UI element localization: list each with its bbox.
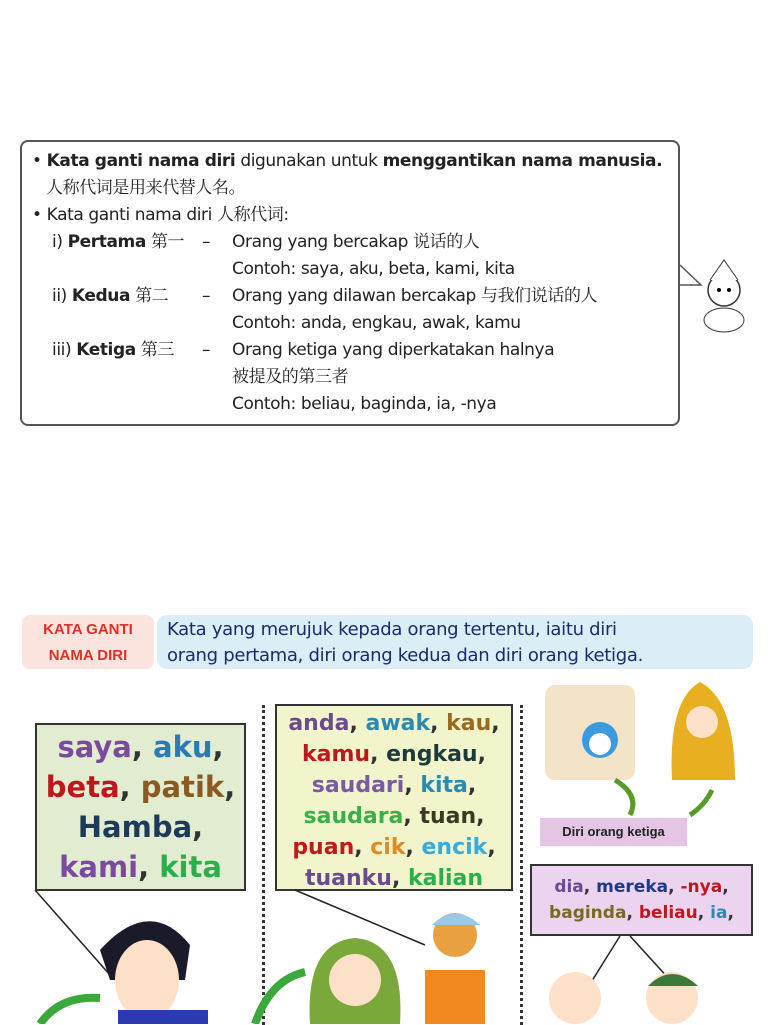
pronoun-word: encik: [421, 835, 488, 860]
desc: Orang ketiga yang diperkatakan halnya: [232, 340, 555, 360]
separator: ,: [487, 835, 496, 860]
section-label: [22, 615, 154, 669]
separator: ,: [722, 877, 729, 897]
pronoun-word: kami: [59, 850, 139, 884]
label-line: KATA GANTI: [43, 621, 133, 638]
separator: ,: [491, 711, 500, 736]
pronoun-word: kamu: [302, 742, 371, 767]
pronoun-word: -nya: [680, 877, 723, 897]
zh: 第一: [150, 232, 185, 252]
dash: –: [202, 232, 211, 252]
item-label: [32, 337, 202, 364]
separator: ,: [119, 770, 141, 804]
definition-line: orang pertama, diri orang kedua dan diri orang ketiga.: [167, 645, 644, 666]
example: Contoh: anda, engkau, awak, kamu: [232, 313, 521, 333]
pronoun-word: kita: [159, 850, 222, 884]
arrow-icon: [40, 998, 100, 1024]
separator: ,: [727, 903, 734, 923]
arrow-icon: [255, 972, 305, 1024]
pronoun-word: beliau: [638, 903, 698, 923]
separator: ,: [212, 730, 224, 764]
pronoun-word: Hamba: [77, 810, 193, 844]
name: Kedua: [71, 286, 131, 306]
separator: ,: [477, 742, 486, 767]
info-box: [20, 140, 680, 426]
pointer-line: [35, 890, 110, 975]
separator: ,: [370, 742, 387, 767]
pronoun-word: tuanku: [304, 866, 392, 891]
pronoun-word: kau: [446, 711, 492, 736]
separator: ,: [138, 850, 160, 884]
pronoun-word: engkau: [386, 742, 478, 767]
chinese-line: 人称代词是用来代替人名。: [46, 178, 246, 198]
pronoun-word: saya: [57, 730, 132, 764]
zh: 第二: [135, 286, 169, 306]
pronoun-word: dia: [554, 877, 584, 897]
cartoon-child-illustration: [676, 245, 756, 340]
num: i): [52, 232, 63, 252]
illustrations: [0, 680, 768, 1024]
item-label: [32, 283, 202, 310]
example: Contoh: saya, aku, beta, kami, kita: [232, 259, 515, 279]
separator: ,: [354, 835, 371, 860]
pronoun-word: awak: [365, 711, 431, 736]
separator: ,: [583, 877, 597, 897]
text: digunakan untuk: [235, 151, 383, 171]
extra: 被提及的第三者: [232, 367, 349, 387]
definition: [157, 615, 753, 669]
pronoun-word: puan: [292, 835, 355, 860]
separator: ,: [224, 770, 236, 804]
third-person-label: Diri orang ketiga: [540, 818, 687, 846]
num: iii): [52, 340, 72, 360]
separator: ,: [131, 730, 153, 764]
pronoun-word: cik: [370, 835, 406, 860]
text: Kata ganti nama diri: [46, 151, 236, 171]
children-illustration: [549, 972, 698, 1024]
old-man-illustration: [425, 913, 485, 1024]
pronoun-word: kalian: [407, 866, 484, 891]
separator: ,: [349, 711, 366, 736]
pronoun-word: saudari: [311, 773, 405, 798]
separator: ,: [404, 773, 421, 798]
desc: Orang yang bercakap 说话的人: [232, 232, 480, 252]
group-cartoon-illustration: [545, 685, 635, 780]
pronoun-word: saudara: [303, 804, 404, 829]
pronoun-word: aku: [153, 730, 213, 764]
zh: 第三: [140, 340, 175, 360]
separator: ,: [668, 877, 681, 897]
separator: ,: [391, 866, 408, 891]
pronoun-word: mereka: [596, 877, 669, 897]
num: ii): [52, 286, 67, 306]
item-label: [32, 229, 202, 256]
separator: ,: [405, 835, 422, 860]
pronoun-word: kita: [420, 773, 468, 798]
pronoun-word: beta: [45, 770, 120, 804]
separator: ,: [403, 804, 420, 829]
label-line: NAMA DIRI: [48, 647, 128, 664]
separator: ,: [697, 903, 711, 923]
text: menggantikan nama manusia.: [382, 151, 663, 171]
pronoun-word: ia: [710, 903, 728, 923]
dash: –: [202, 286, 211, 306]
arrow-icon: [615, 780, 633, 815]
woman-illustration: [310, 938, 401, 1024]
pronoun-word: patik: [140, 770, 225, 804]
separator: ,: [192, 810, 204, 844]
pronoun-word: baginda: [549, 903, 627, 923]
desc: Orang yang dilawan bercakap 与我们说话的人: [232, 286, 598, 306]
boy-illustration: [100, 921, 208, 1024]
name: Pertama: [67, 232, 146, 252]
text: Kata ganti nama diri 人称代词:: [46, 205, 289, 225]
example: Contoh: beliau, baginda, ia, -nya: [232, 394, 497, 414]
definition-line: Kata yang merujuk kepada orang tertentu, iaitu diri: [167, 619, 617, 640]
pointer-line: [295, 890, 425, 945]
pronoun-word: tuan: [419, 804, 477, 829]
separator: ,: [467, 773, 477, 798]
arrow-icon: [690, 790, 712, 815]
separator: ,: [476, 804, 485, 829]
bullet-2: • Kata ganti nama diri 人称代词:: [32, 205, 289, 225]
separator: ,: [626, 903, 639, 923]
hijab-girl-illustration: [672, 682, 735, 780]
separator: ,: [430, 711, 447, 736]
bullet-1: • Kata ganti nama diri digunakan untuk menggantikan nama manusia.: [32, 151, 663, 171]
pronoun-word: anda: [288, 711, 350, 736]
dash: –: [202, 340, 211, 360]
name: Ketiga: [76, 340, 136, 360]
